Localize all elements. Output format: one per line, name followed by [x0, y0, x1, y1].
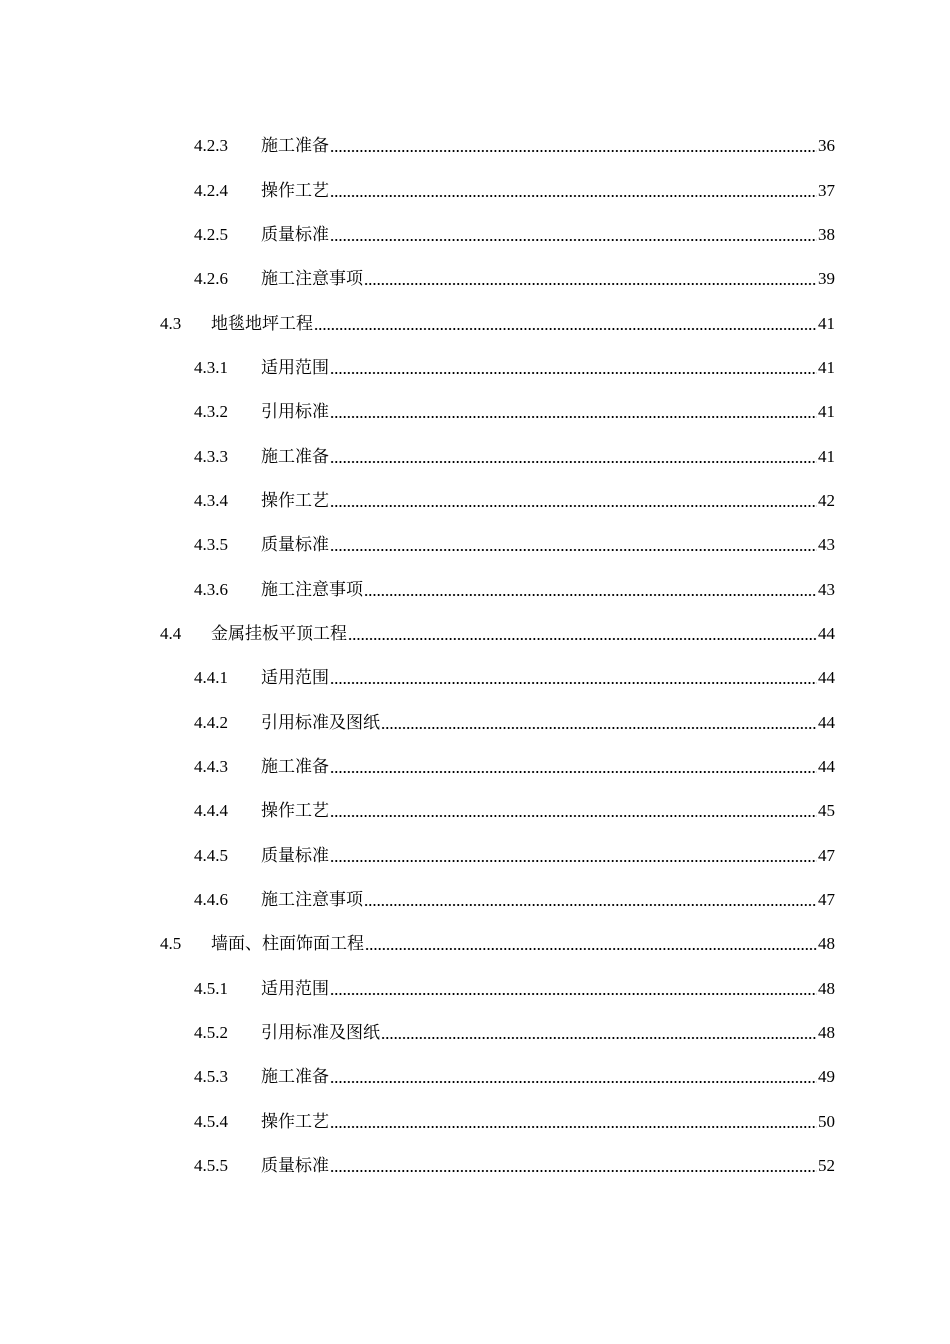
toc-entry-page: 36 [818, 136, 835, 156]
toc-entry-number: 4.2.5 [194, 224, 228, 244]
toc-entry-number: 4.5.2 [194, 1023, 228, 1043]
toc-entry-number: 4.5.4 [194, 1111, 228, 1131]
toc-entry-title: 引用标准及图纸 [261, 712, 380, 732]
toc-entry-title: 操作工艺 [261, 1111, 329, 1131]
toc-entry-page: 41 [818, 402, 835, 422]
toc-entry-title: 施工准备 [261, 756, 329, 776]
toc-entry-number: 4.5.1 [194, 978, 228, 998]
toc-entry-title: 施工注意事项 [261, 890, 363, 910]
dot-leader [330, 1168, 817, 1174]
toc-entry-number: 4.3.1 [194, 357, 228, 377]
toc-entry[interactable] [0, 1011, 950, 1055]
toc-entry-number: 4.4 [160, 623, 182, 643]
toc-entry-number: 4.4.1 [194, 668, 228, 688]
dot-leader [314, 326, 817, 332]
dot-leader [330, 1124, 817, 1130]
toc-entry-page: 41 [818, 357, 835, 377]
toc-entry-page: 48 [818, 978, 835, 998]
toc-entry[interactable] [0, 700, 950, 744]
toc-section-entry[interactable] [0, 922, 950, 966]
toc-entry-title: 施工准备 [261, 136, 329, 156]
toc-entry-page: 48 [818, 1023, 835, 1043]
toc-entry-number: 4.4.5 [194, 845, 228, 865]
toc-entry-page: 47 [818, 890, 835, 910]
toc-entry[interactable] [0, 523, 950, 567]
toc-entry-title: 操作工艺 [261, 180, 329, 200]
toc-entry-title: 施工准备 [261, 1067, 329, 1087]
toc-entry-title: 地毯地坪工程 [211, 313, 313, 333]
toc-entry-title: 质量标准 [261, 1156, 329, 1176]
toc-section-entry[interactable] [0, 612, 950, 656]
dot-leader [364, 592, 817, 598]
toc-entry-number: 4.3.6 [194, 579, 228, 599]
toc-entry-title: 操作工艺 [261, 801, 329, 821]
toc-entry-title: 引用标准 [261, 402, 329, 422]
toc-entry[interactable] [0, 168, 950, 212]
toc-entry-number: 4.3.2 [194, 402, 228, 422]
toc-entry-page: 41 [818, 313, 835, 333]
dot-leader [330, 193, 817, 199]
dot-leader [330, 148, 817, 154]
toc-entry-page: 52 [818, 1156, 835, 1176]
toc-entry[interactable] [0, 479, 950, 523]
toc-entry[interactable] [0, 124, 950, 168]
toc-entry[interactable] [0, 1144, 950, 1188]
toc-entry-number: 4.4.4 [194, 801, 228, 821]
dot-leader [364, 281, 817, 287]
toc-entry-title: 墙面、柱面饰面工程 [211, 934, 364, 954]
toc-entry-number: 4.4.2 [194, 712, 228, 732]
toc-entry[interactable] [0, 967, 950, 1011]
toc-entry-page: 37 [818, 180, 835, 200]
dot-leader [330, 991, 817, 997]
toc-entry[interactable] [0, 434, 950, 478]
toc-entry-title: 施工准备 [261, 446, 329, 466]
toc-entry[interactable] [0, 346, 950, 390]
toc-entry-page: 44 [818, 623, 835, 643]
toc-entry[interactable] [0, 745, 950, 789]
toc-entry[interactable] [0, 213, 950, 257]
toc-entry[interactable] [0, 834, 950, 878]
toc-entry-page: 44 [818, 756, 835, 776]
toc-entry[interactable] [0, 1055, 950, 1099]
toc-entry-title: 适用范围 [261, 978, 329, 998]
dot-leader [365, 946, 817, 952]
toc-entry-page: 43 [818, 535, 835, 555]
toc-entry-number: 4.4.6 [194, 890, 228, 910]
toc-entry-page: 50 [818, 1111, 835, 1131]
toc-entry[interactable] [0, 878, 950, 922]
toc-entry[interactable] [0, 257, 950, 301]
dot-leader [381, 725, 817, 731]
dot-leader [330, 858, 817, 864]
toc-entry-title: 施工注意事项 [261, 579, 363, 599]
toc-entry[interactable] [0, 567, 950, 611]
dot-leader [330, 547, 817, 553]
toc-entry-page: 39 [818, 269, 835, 289]
toc-entry-title: 适用范围 [261, 357, 329, 377]
toc-entry-number: 4.2.4 [194, 180, 228, 200]
toc-section-entry[interactable] [0, 301, 950, 345]
toc-entry-number: 4.5.3 [194, 1067, 228, 1087]
toc-entry-number: 4.3.5 [194, 535, 228, 555]
dot-leader [348, 636, 817, 642]
dot-leader [330, 237, 817, 243]
toc-entry-number: 4.3.3 [194, 446, 228, 466]
toc-entry-title: 质量标准 [261, 224, 329, 244]
toc-entry-number: 4.2.3 [194, 136, 228, 156]
toc-entry[interactable] [0, 390, 950, 434]
toc-entry-title: 质量标准 [261, 845, 329, 865]
toc-entry[interactable] [0, 656, 950, 700]
toc-entry-page: 41 [818, 446, 835, 466]
toc-entry[interactable] [0, 1100, 950, 1144]
toc-entry[interactable] [0, 789, 950, 833]
dot-leader [330, 680, 817, 686]
dot-leader [330, 414, 817, 420]
toc-entry-title: 操作工艺 [261, 490, 329, 510]
toc-entry-title: 质量标准 [261, 535, 329, 555]
toc-entry-page: 44 [818, 712, 835, 732]
toc-entry-title: 适用范围 [261, 668, 329, 688]
dot-leader [330, 459, 817, 465]
toc-entry-page: 45 [818, 801, 835, 821]
dot-leader [364, 902, 817, 908]
dot-leader [381, 1035, 817, 1041]
toc-entry-number: 4.5 [160, 934, 182, 954]
toc-entry-page: 42 [818, 490, 835, 510]
toc-entry-page: 49 [818, 1067, 835, 1087]
table-of-contents [0, 124, 950, 1188]
dot-leader [330, 813, 817, 819]
toc-entry-title: 施工注意事项 [261, 269, 363, 289]
toc-entry-title: 引用标准及图纸 [261, 1023, 380, 1043]
toc-entry-page: 43 [818, 579, 835, 599]
toc-entry-number: 4.3.4 [194, 490, 228, 510]
toc-entry-page: 38 [818, 224, 835, 244]
toc-entry-number: 4.2.6 [194, 269, 228, 289]
toc-entry-page: 48 [818, 934, 835, 954]
toc-entry-number: 4.4.3 [194, 756, 228, 776]
dot-leader [330, 769, 817, 775]
dot-leader [330, 503, 817, 509]
toc-entry-title: 金属挂板平顶工程 [211, 623, 347, 643]
toc-entry-page: 44 [818, 668, 835, 688]
dot-leader [330, 1079, 817, 1085]
toc-entry-number: 4.3 [160, 313, 182, 333]
toc-entry-page: 47 [818, 845, 835, 865]
toc-entry-number: 4.5.5 [194, 1156, 228, 1176]
dot-leader [330, 370, 817, 376]
